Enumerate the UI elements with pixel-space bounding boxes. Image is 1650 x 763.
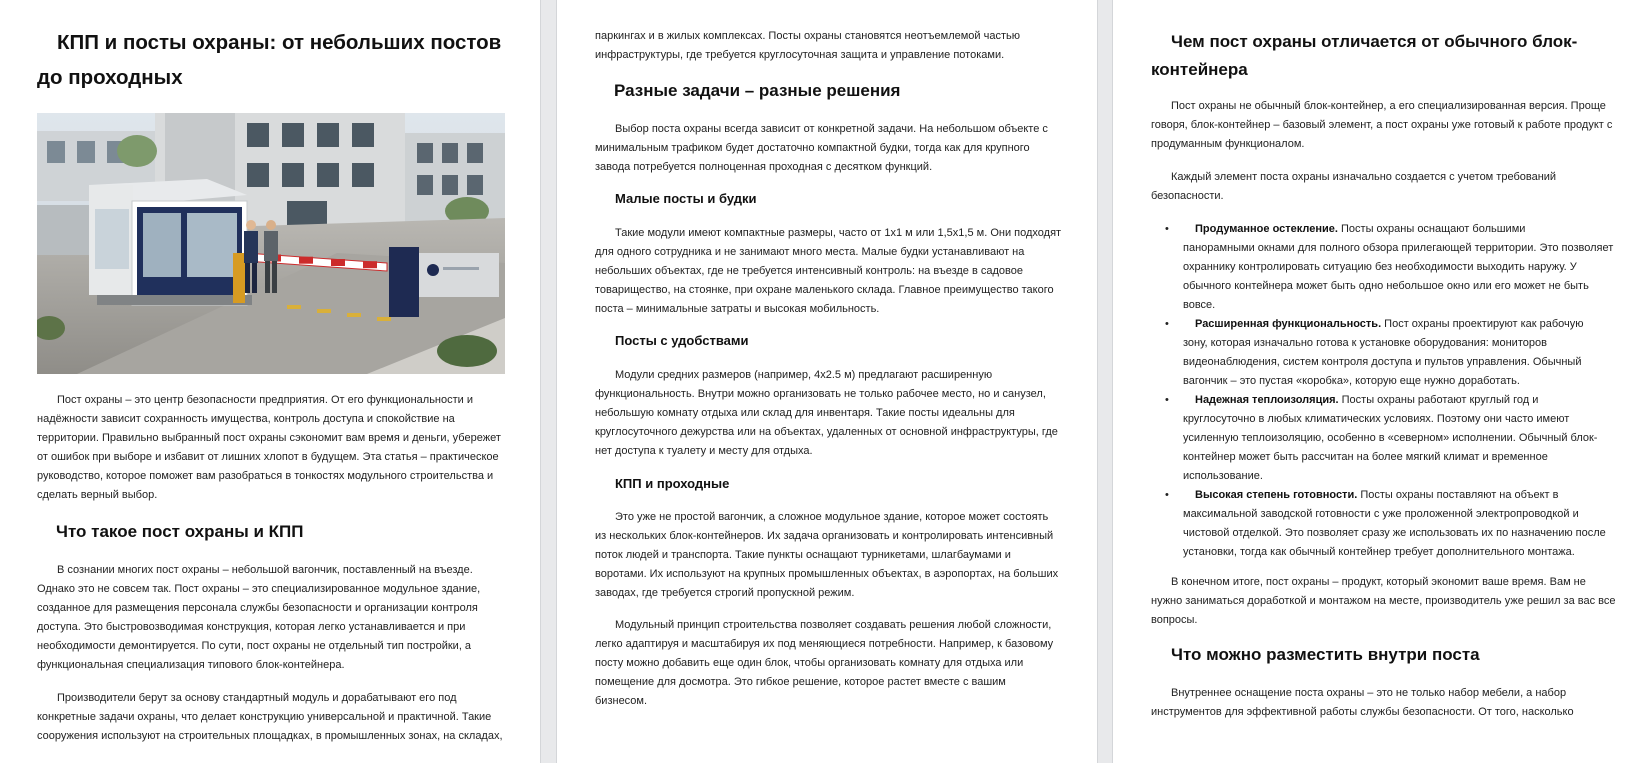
list-item: • Расширенная функциональность. Пост охраны проектируют как рабочую зону, которая изначально готова к установке оборудования: мониторов видеонаблюдения, систем контроля доступа и пультов управления. Обычный вагончик – это пустая «коробка», которую еще нужно доработать. [1183, 315, 1628, 391]
amenities-paragraph: Модули средних размеров (например, 4х2.5 м) предлагают расширенную функциональность. Внутри можно организовать не только рабочее место, но и санузел, небольшую комнату отдыха или склад для инвентаря. Такие посты идеальны для круглосуточного дежурства или на объектах, удаленных от основной инфраструктуры, где нет доступа к туалету и месту для отдыха. [595, 369, 1058, 457]
document-page-2 [557, 0, 1097, 763]
bullet-icon: • [1165, 223, 1169, 235]
list-item: • Высокая степень готовности. Посты охраны поставляют на объект в максимальной заводской готовности с уже проложенной электропроводкой и чистовой отделкой. Это позволяет сразу же использовать их по назначению после установки, тогда как обычный контейнер требует дополнительного монтажа. [1183, 486, 1628, 562]
bullet-icon: • [1165, 489, 1169, 501]
intro-paragraph: Пост охраны – это центр безопасности предприятия. От его функциональности и надёжности зависит сохранность имущества, контроль доступа и спокойствие на территории. Правильно выбранный пост охраны сэкономит вам время и деньги, убережет от ошибок при выборе и избавит от лишних хлопот в будущем. Эта статья – практическое руководство, которое поможет вам разобраться в тонкостях модульного строительства и сделать верный выбор. [37, 394, 501, 501]
small-posts-paragraph: Такие модули имеют компактные размеры, часто от 1х1 м или 1,5х1,5 м. Они подходят для одного сотрудника и не занимают много места. Малые будки устанавливают на небольших объектах, где не требуется интенсивный контроль: на въезде в садовое товарищество, на стоянке, при охране маленького склада. Главное преимущество такого поста – минимальные затраты и высокая мобильность. [595, 227, 1062, 315]
page-gutter-2 [1097, 0, 1113, 763]
bullet-icon: • [1165, 318, 1169, 330]
heading-small-posts: Малые посты и будки [615, 191, 757, 206]
list-item: • Продуманное остекление. Посты охраны оснащают большими панорамными окнами для полного обзора прилегающей территории. Это позволяет охраннику контролировать ситуацию без необходимости выходить наружу. У обычного контейнера может быть одно небольшое окно или его может не быть вовсе. [1183, 220, 1628, 315]
page-title: КПП и посты охраны: от небольших постов до проходных [37, 31, 502, 89]
heading-difference: Чем пост охраны отличается от обычного блок-контейнера [1151, 32, 1578, 79]
bullet-icon: • [1165, 394, 1169, 406]
document-page-1 [0, 0, 540, 763]
heading-what-is-post: Что такое пост охраны и КПП [56, 522, 304, 541]
what-is-paragraph: В сознании многих пост охраны – небольшой вагончик, поставленный на въезде. Однако это не совсем так. Пост охраны – это специализированное модульное здание, созданное для размещения персонала службы безопасности и организации контроля доступа. Это быстровозводимая конструкция, которая легко устанавливается и при необходимости демонтируется. По сути, пост охраны не отдельный тип постройки, а функциональная специализация типового блок-контейнера. [37, 564, 481, 671]
list-item: • Надежная теплоизоляция. Посты охраны работают круглый год и круглосуточно в любых климатических условиях. Поэтому они часто имеют усиленную теплоизоляцию, особенно в «северном» исполнении. Обычный блок- контейнер может быть рассчитан на более мягкий климат и временное использование. [1183, 391, 1628, 486]
tasks-paragraph: Выбор поста охраны всегда зависит от конкретной задачи. На небольшом объекте с минимальным трафиком будет достаточно компактной будки, тогда как для крупного завода потребуется полноценная проходная с десятком функций. [595, 123, 1048, 173]
heading-posts-with-amenities: Посты с удобствами [615, 333, 749, 348]
requirements-paragraph: Каждый элемент поста охраны изначально создается с учетом требований безопасности. [1151, 171, 1557, 202]
makers-paragraph: Производители берут за основу стандартный модуль и дорабатывают его под конкретные задачи охраны, что делает конструкцию универсальной и практичной. Такие сооружения используют на строительных площадках, в промышленных зонах, на складах, [37, 692, 503, 742]
continued-paragraph: паркингах и в жилых комплексах. Посты охраны становятся неотъемлемой частью инфраструктуры, где требуется круглосуточная защита и управление потоками. [595, 30, 1020, 61]
heading-checkpoints: КПП и проходные [615, 476, 730, 491]
guard-post-photo [37, 113, 505, 374]
heading-tasks-solutions: Разные задачи – разные решения [614, 81, 901, 100]
result-paragraph: В конечном итоге, пост охраны – продукт, который экономит ваше время. Вам не нужно заниматься доработкой и монтажом на месте, производитель уже решил за вас все вопросы. [1151, 576, 1616, 626]
document-page-3 [1113, 0, 1650, 763]
features-list [1165, 220, 1628, 562]
difference-paragraph: Пост охраны не обычный блок-контейнер, а его специализированная версия. Проще говоря, блок-контейнер – базовый элемент, а пост охраны уже готовый к работе продукт с продуманным функционалом. [1151, 100, 1613, 150]
modular-paragraph: Модульный принцип строительства позволяет создавать решения любой сложности, легко адаптируя и масштабируя их под меняющиеся потребности. Например, к базовому посту можно добавить еще один блок, чтобы организовать комнату для отдыха или помещение для досмотра. Это гибкое решение, которое растет вместе с вашим бизнесом. [595, 619, 1054, 707]
page-gutter-1 [540, 0, 557, 763]
heading-inside-post: Что можно разместить внутри поста [1171, 645, 1480, 664]
checkpoints-paragraph: Это уже не простой вагончик, а сложное модульное здание, которое может состоять из нескольких блок-контейнеров. Их задача организовать и контролировать интенсивный поток людей и транспорта. Такие пункты оснащают турникетами, шлагбаумами и воротами. Их используют на крупных промышленных объектах, в аэропортах, на больших заводах, где требуется строгий пропускной режим. [595, 511, 1059, 599]
inside-paragraph: Внутреннее оснащение поста охраны – это не только набор мебели, а набор инструментов для эффективной работы службы безопасности. От того, насколько [1151, 687, 1574, 718]
